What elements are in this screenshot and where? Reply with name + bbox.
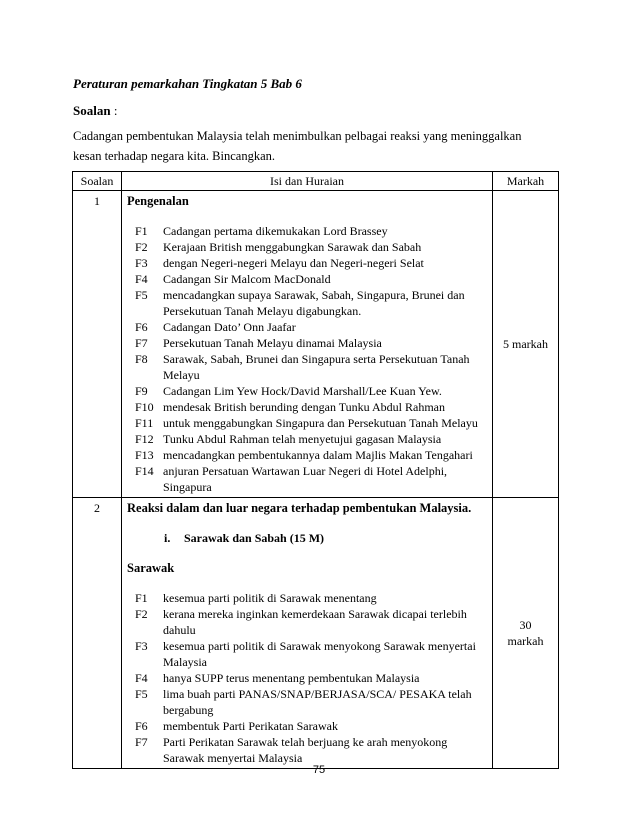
question-number: 1 xyxy=(73,191,122,498)
point-key: F12 xyxy=(135,432,154,446)
point-text: Sarawak, Sabah, Brunei dan Singapura serta Persekutuan Tanah Melayu xyxy=(163,352,470,382)
point-text: Cadangan Dato’ Onn Jaafar xyxy=(163,320,296,334)
point-text: kerana mereka inginkan kemerdekaan Sarawak dicapai terlebih dahulu xyxy=(163,607,467,637)
point-key: F4 xyxy=(135,272,148,286)
list-item xyxy=(135,686,488,718)
marks-value: 30 xyxy=(519,618,532,632)
point-key: F11 xyxy=(135,416,154,430)
point-key: F2 xyxy=(135,607,148,621)
soalan-label-line xyxy=(73,103,117,119)
point-list-2 xyxy=(126,590,488,766)
table-row xyxy=(73,191,559,498)
point-text: Cadangan Lim Yew Hock/David Marshall/Lee Kuan Yew. xyxy=(163,384,442,398)
header-isi: Isi dan Huraian xyxy=(122,172,493,191)
point-key: F3 xyxy=(135,639,148,653)
sub-heading-numeral: i. xyxy=(164,531,171,545)
list-item xyxy=(135,638,488,670)
point-key: F6 xyxy=(135,719,148,733)
point-key: F5 xyxy=(135,687,148,701)
point-text: kesemua parti politik di Sarawak menentang xyxy=(163,591,377,605)
point-key: F1 xyxy=(135,224,148,238)
list-item xyxy=(135,670,488,686)
point-key: F10 xyxy=(135,400,154,414)
point-key: F8 xyxy=(135,352,148,366)
table-row xyxy=(73,498,559,769)
point-key: F1 xyxy=(135,591,148,605)
point-text: Parti Perikatan Sarawak telah berjuang ke arah menyokong Sarawak menyertai Malaysia xyxy=(163,735,448,765)
list-item xyxy=(135,399,488,415)
list-item xyxy=(135,606,488,638)
list-item xyxy=(135,239,488,255)
point-text: membentuk Parti Perikatan Sarawak xyxy=(163,719,338,733)
list-item xyxy=(135,335,488,351)
soalan-colon: : xyxy=(110,103,118,118)
list-item xyxy=(135,463,488,495)
section-title: Reaksi dalam dan luar negara terhadap pembentukan Malaysia. xyxy=(127,501,472,515)
list-item xyxy=(135,431,488,447)
point-text: untuk menggabungkan Singapura dan Persekutuan Tanah Melayu xyxy=(163,416,478,430)
list-item xyxy=(135,287,488,319)
point-key: F9 xyxy=(135,384,148,398)
list-item xyxy=(135,383,488,399)
point-text: mencadangkan supaya Sarawak, Sabah, Singapura, Brunei dan Persekutuan Tanah Melayu digabungkan. xyxy=(163,288,465,318)
list-item xyxy=(135,255,488,271)
list-item xyxy=(135,223,488,239)
point-key: F6 xyxy=(135,320,148,334)
point-text: kesemua parti politik di Sarawak menyokong Sarawak menyertai Malaysia xyxy=(163,639,476,669)
marks-unit: markah xyxy=(507,634,544,648)
point-text: mencadangkan pembentukannya dalam Majlis Makan Tengahari xyxy=(163,448,473,462)
point-key: F3 xyxy=(135,256,148,270)
point-text: mendesak British berunding dengan Tunku Abdul Rahman xyxy=(163,400,445,414)
marks-cell xyxy=(493,498,559,769)
point-text: Persekutuan Tanah Melayu dinamai Malaysia xyxy=(163,336,382,350)
list-item xyxy=(135,734,488,766)
point-key: F14 xyxy=(135,464,154,478)
list-item xyxy=(135,351,488,383)
list-item xyxy=(135,415,488,431)
list-item xyxy=(135,590,488,606)
question-text: Cadangan pembentukan Malaysia telah menimbulkan pelbagai reaksi yang meninggalkan kesan terhadap negara kita. Bincangkan. xyxy=(73,129,522,163)
point-text: Cadangan Sir Malcom MacDonald xyxy=(163,272,331,286)
answer-content xyxy=(122,191,493,498)
page-number: 75 xyxy=(312,764,326,776)
header-soalan: Soalan xyxy=(73,172,122,191)
list-item xyxy=(135,319,488,335)
sub-heading-text: Sarawak dan Sabah (15 M) xyxy=(184,531,325,545)
point-text: dengan Negeri-negeri Melayu dan Negeri-negeri Selat xyxy=(163,256,424,270)
point-key: F4 xyxy=(135,671,148,685)
header-markah: Markah xyxy=(493,172,559,191)
answer-content xyxy=(122,498,493,769)
section-title: Pengenalan xyxy=(127,194,189,208)
list-item xyxy=(135,718,488,734)
marking-scheme-table xyxy=(72,171,559,769)
point-text: Cadangan pertama dikemukakan Lord Brassey xyxy=(163,224,388,238)
point-key: F7 xyxy=(135,336,148,350)
point-text: Kerajaan British menggabungkan Sarawak dan Sabah xyxy=(163,240,422,254)
point-key: F7 xyxy=(135,735,148,749)
list-item xyxy=(135,271,488,287)
soalan-label: Soalan xyxy=(73,103,111,118)
document-heading: Peraturan pemarkahan Tingkatan 5 Bab 6 xyxy=(73,76,302,91)
point-text: anjuran Persatuan Wartawan Luar Negeri di Hotel Adelphi, Singapura xyxy=(163,464,448,494)
point-key: F5 xyxy=(135,288,148,302)
point-text: hanya SUPP terus menentang pembentukan Malaysia xyxy=(163,671,420,685)
list-item xyxy=(135,447,488,463)
table-header-row xyxy=(73,172,559,191)
sub-heading xyxy=(164,530,488,546)
question-number: 2 xyxy=(73,498,122,769)
point-text: lima buah parti PANAS/SNAP/BERJASA/SCA/ PESAKA telah bergabung xyxy=(163,687,472,717)
point-key: F13 xyxy=(135,448,154,462)
point-list-1 xyxy=(126,223,488,495)
group-title: Sarawak xyxy=(127,561,175,575)
point-key: F2 xyxy=(135,240,148,254)
point-text: Tunku Abdul Rahman telah menyetujui gagasan Malaysia xyxy=(163,432,442,446)
marks-cell: 5 markah xyxy=(493,191,559,498)
